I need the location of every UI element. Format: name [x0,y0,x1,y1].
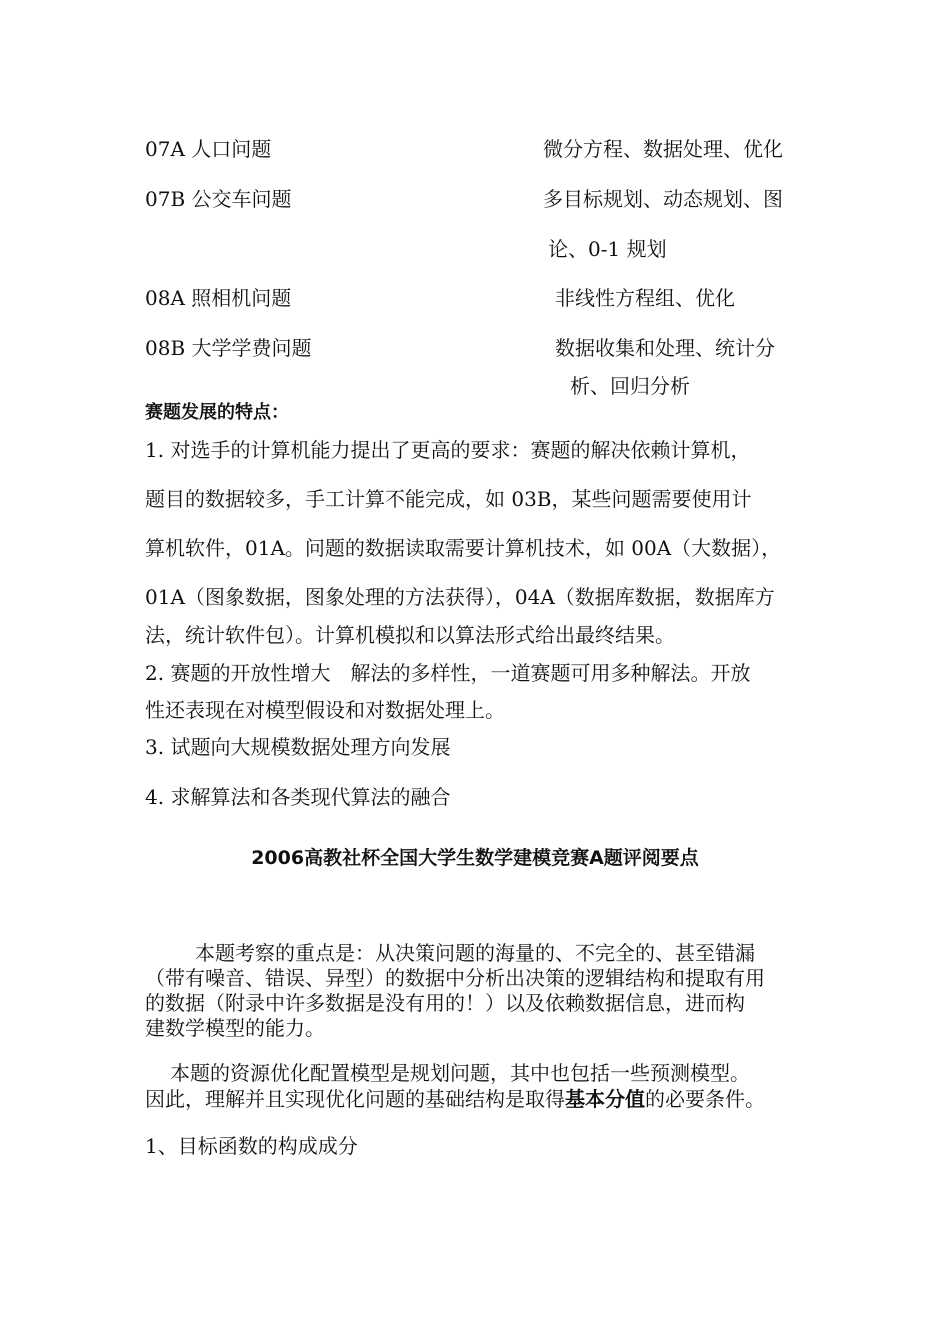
para2-line1: 本题的资源优化配置模型是规划问题，其中也包括一些预测模型。 [170,1061,750,1085]
problem-07b-methods-line1: 多目标规划、动态规划、图 [543,187,783,211]
problem-08b-title: 08B 大学学费问题 [145,336,312,360]
problem-08a-title: 08A 照相机问题 [145,286,292,310]
para1-line4: 建数学模型的能力。 [145,1016,325,1040]
para2-line2-before: 因此，理解并且实现优化问题的基础结构是取得 [145,1087,565,1111]
problem-08b-methods-line1: 数据收集和处理、统计分 [555,336,775,360]
para1-line3: 的数据（附录中许多数据是没有用的！）以及依赖数据信息，进而构 [145,991,745,1015]
problem-07a-methods: 微分方程、数据处理、优化 [543,137,783,161]
feature-3: 3. 试题向大规模数据处理方向发展 [145,735,451,759]
para1-line2: （带有噪音、错误、异型）的数据中分析出决策的逻辑结构和提取有用 [145,966,765,990]
feature-1-line4: 01A（图象数据，图象处理的方法获得），04A（数据库数据，数据库方 [145,585,775,609]
problem-07b-methods-line2: 论、0-1 规划 [548,237,667,261]
feature-2-line2: 性还表现在对模型假设和对数据处理上。 [145,698,505,722]
para1-line1: 本题考察的重点是：从决策问题的海量的、不完全的、甚至错漏 [195,941,755,965]
para2-emphasis-basic-score: 基本分值 [565,1087,645,1111]
para2-line2-after: 的必要条件。 [645,1087,765,1111]
problem-08b-methods-line2: 析、回归分析 [570,374,690,398]
problem-07a-title: 07A 人口问题 [145,137,272,161]
features-heading: 赛题发展的特点： [145,402,289,423]
para2-line2 [145,1086,765,1112]
feature-4: 4. 求解算法和各类现代算法的融合 [145,785,451,809]
feature-1-line5: 法，统计软件包）。计算机模拟和以算法形式给出最终结果。 [145,623,675,647]
feature-1-line1: 1. 对选手的计算机能力提出了更高的要求：赛题的解决依赖计算机， [145,438,751,462]
feature-1-line2: 题目的数据较多，手工计算不能完成，如 03B，某些问题需要使用计 [145,487,752,511]
objective-function-item: 1、目标函数的构成成分 [145,1134,358,1158]
section-title: 2006高教社杯全国大学生数学建模竞赛A题评阅要点 [251,847,699,869]
problem-07b-title: 07B 公交车问题 [145,187,292,211]
problem-08a-methods: 非线性方程组、优化 [555,286,735,310]
feature-1-line3: 算机软件，01A。问题的数据读取需要计算机技术，如 00A（大数据）， [145,536,782,560]
feature-2-line1: 2. 赛题的开放性增大 解法的多样性，一道赛题可用多种解法。开放 [145,661,751,685]
